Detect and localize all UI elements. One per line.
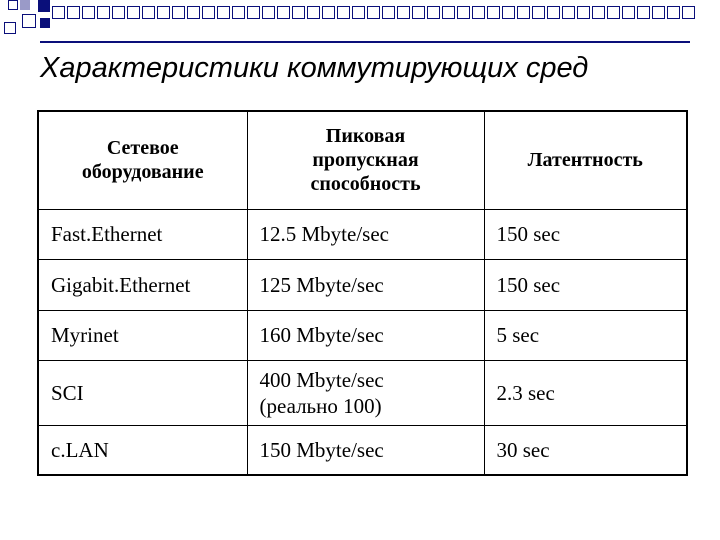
header-line: способность: [310, 173, 421, 196]
table-row: [38, 360, 687, 425]
deco-square: [322, 6, 335, 19]
cell-equipment: SCI: [38, 360, 247, 425]
deco-square: [577, 6, 590, 19]
deco-square: [292, 6, 305, 19]
deco-square: [607, 6, 620, 19]
deco-square: [142, 6, 155, 19]
deco-square: [472, 6, 485, 19]
deco-square: [157, 6, 170, 19]
deco-square: [52, 6, 65, 19]
deco-square: [412, 6, 425, 19]
deco-square: [217, 6, 230, 19]
deco-square: [232, 6, 245, 19]
bandwidth-note: (реально 100): [259, 393, 382, 418]
header-equipment: [38, 111, 247, 209]
table-row: [38, 259, 687, 310]
deco-square: [352, 6, 365, 19]
deco-square: [487, 6, 500, 19]
deco-square: [20, 0, 30, 10]
cell-equipment: Gigabit.Ethernet: [38, 259, 247, 310]
cell-bandwidth: 125 Mbyte/sec: [247, 259, 484, 310]
cell-bandwidth: [247, 360, 484, 425]
cell-equipment: Myrinet: [38, 310, 247, 360]
deco-square: [517, 6, 530, 19]
cell-bandwidth: 160 Mbyte/sec: [247, 310, 484, 360]
table-row: [38, 209, 687, 259]
cell-latency: 30 sec: [484, 425, 687, 475]
deco-square: [307, 6, 320, 19]
comparison-table: [37, 110, 688, 476]
header-divider: [40, 41, 690, 43]
deco-square: [427, 6, 440, 19]
cell-latency: 5 sec: [484, 310, 687, 360]
header-decoration: [0, 0, 720, 50]
deco-square: [172, 6, 185, 19]
deco-square: [97, 6, 110, 19]
deco-square: [682, 6, 695, 19]
deco-square: [112, 6, 125, 19]
deco-square: [8, 0, 18, 10]
cell-latency: 150 sec: [484, 209, 687, 259]
deco-square: [82, 6, 95, 19]
page-title: Характеристики коммутирующих сред: [40, 52, 589, 84]
cell-latency: 150 sec: [484, 259, 687, 310]
header-line: оборудование: [81, 161, 204, 184]
deco-square: [247, 6, 260, 19]
header-bandwidth: [247, 111, 484, 209]
deco-square: [367, 6, 380, 19]
deco-square: [4, 22, 16, 34]
cell-bandwidth: 150 Mbyte/sec: [247, 425, 484, 475]
deco-square: [667, 6, 680, 19]
deco-square: [532, 6, 545, 19]
deco-square: [277, 6, 290, 19]
header-line: Латентность: [527, 149, 643, 172]
header-line: Пиковая: [325, 125, 406, 148]
deco-square: [382, 6, 395, 19]
deco-square: [127, 6, 140, 19]
table-header-row: [38, 111, 687, 209]
cell-latency: 2.3 sec: [484, 360, 687, 425]
deco-square: [502, 6, 515, 19]
deco-square: [562, 6, 575, 19]
cell-equipment: Fast.Ethernet: [38, 209, 247, 259]
deco-square: [547, 6, 560, 19]
deco-square: [637, 6, 650, 19]
deco-square: [262, 6, 275, 19]
deco-square: [442, 6, 455, 19]
table-row: [38, 310, 687, 360]
cell-equipment: c.LAN: [38, 425, 247, 475]
deco-square: [337, 6, 350, 19]
deco-square: [202, 6, 215, 19]
deco-square: [622, 6, 635, 19]
deco-square: [457, 6, 470, 19]
header-line: пропускная: [312, 149, 419, 172]
bandwidth-line: 400 Mbyte/sec: [259, 367, 384, 392]
deco-square: [22, 14, 36, 28]
deco-square: [397, 6, 410, 19]
header-line: Сетевое: [106, 137, 179, 160]
deco-square: [38, 0, 50, 12]
deco-square: [187, 6, 200, 19]
deco-square: [592, 6, 605, 19]
header-latency: [484, 111, 687, 209]
table-row: [38, 425, 687, 475]
deco-square: [652, 6, 665, 19]
cell-bandwidth: 12.5 Mbyte/sec: [247, 209, 484, 259]
deco-square: [40, 18, 50, 28]
deco-square: [67, 6, 80, 19]
